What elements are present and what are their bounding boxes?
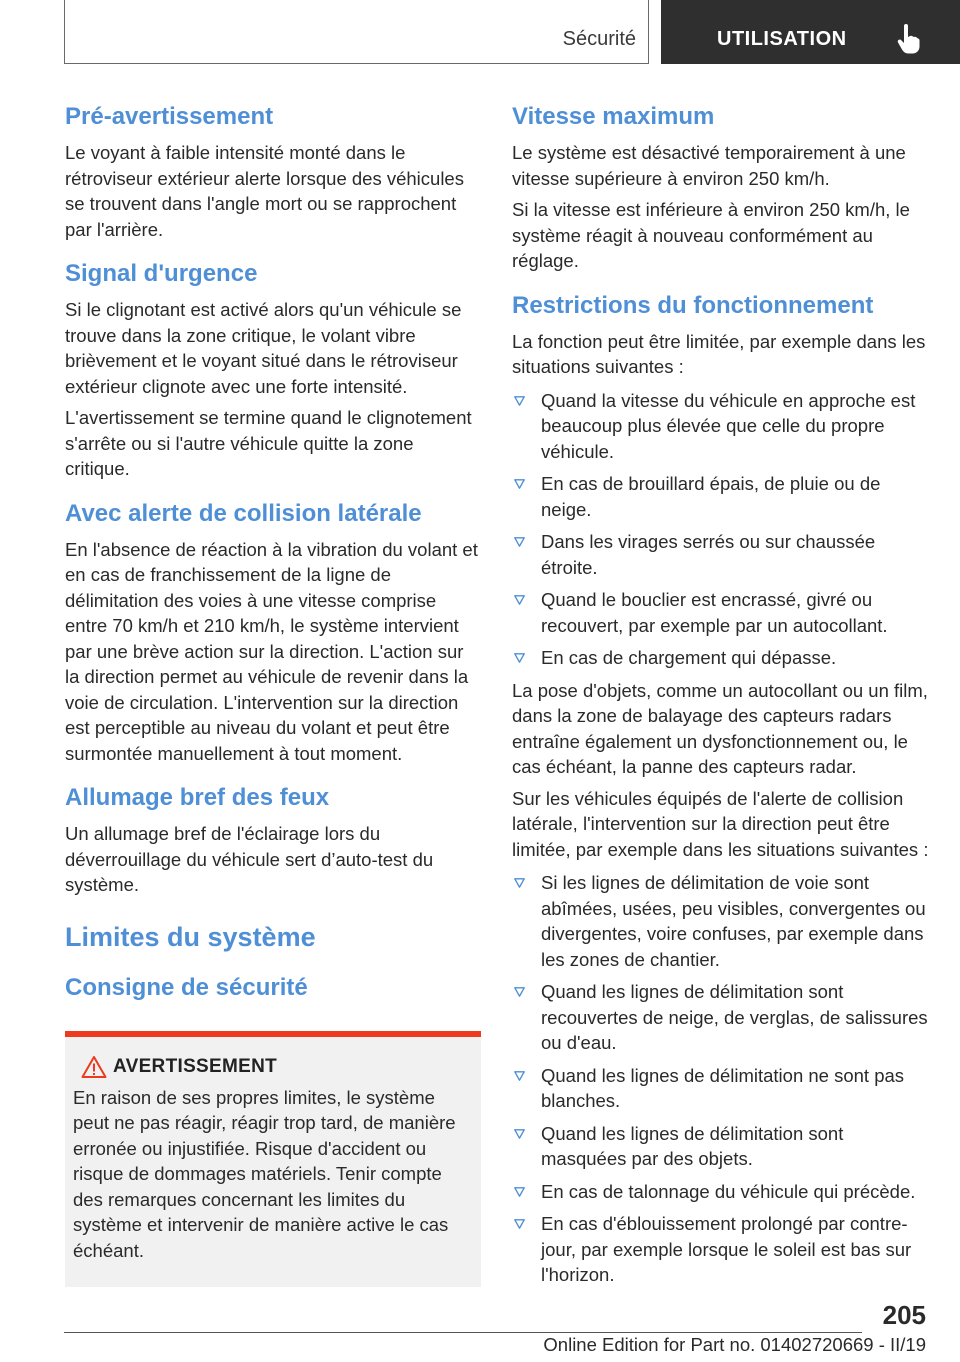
- radar-stickers-text: La pose d'objets, comme un autocollant ou un film, dans la zone de balayage des capteurs radars entraîne également un dysfonctionnement ou, le cas échéant, la panne des capteurs radar.: [512, 679, 928, 777]
- triangle-bullet-icon: [514, 878, 525, 888]
- heading-emergency-signal: Signal d'urgence: [65, 260, 258, 287]
- pre-warning-text: Le voyant à faible intensité monté dans le rétroviseur extérieur alerte lorsque des véhicules se trouvent dans l'angle mort ou se rapprochent par l'arrière.: [65, 142, 464, 240]
- footer-divider: [64, 1332, 862, 1333]
- heading-pre-warning: Pré-avertissement: [65, 103, 274, 130]
- max-speed-text-2: Si la vitesse est inférieure à environ 250 km/h, le système réagit à nouveau conformément au réglage.: [512, 199, 910, 271]
- chapter-label: UTILISATION: [717, 28, 847, 50]
- triangle-bullet-icon: [514, 479, 525, 489]
- section-label: Sécurité: [562, 28, 636, 50]
- restrictions-list: [512, 388, 930, 671]
- triangle-bullet-icon: [514, 1187, 525, 1197]
- pointing-hand-icon: [895, 24, 923, 54]
- warning-triangle-icon: [81, 1055, 107, 1079]
- side-collision-limits-text: Sur les véhicules équipés de l'alerte de collision latérale, l'intervention sur la direction peut être limitée, par exemple dans les situations suivantes :: [512, 787, 929, 860]
- heading-safety-notice: Consigne de sécurité: [65, 973, 308, 1001]
- page-number: 205: [882, 1300, 926, 1330]
- heading-side-collision: Avec alerte de collision latérale: [65, 499, 422, 527]
- list-item: Quand les lignes de délimitation sont recouvertes de neige, de verglas, de salissures ou d'eau.: [512, 979, 930, 1056]
- triangle-bullet-icon: [514, 653, 525, 663]
- triangle-bullet-icon: [514, 1129, 525, 1139]
- warning-text: En raison de ses propres limites, le système peut ne pas réagir, réagir trop tard, de manière erronée ou injustifiée. Risque d'accident ou risque de dommages matériels. Tenir compte des remarques concernant les limites du système et intervenir de manière active le cas échéant.: [73, 1086, 456, 1261]
- section-tab: [64, 0, 649, 64]
- list-item: Quand le bouclier est encrassé, givré ou recouvert, par exemple par un autocollant.: [512, 587, 930, 638]
- chapter-tab: [661, 0, 960, 64]
- max-speed-text-1: Le système est désactivé temporairement à une vitesse supérieure à environ 250 km/h.: [512, 142, 906, 189]
- triangle-bullet-icon: [514, 1219, 525, 1229]
- emergency-text-2: L'avertissement se termine quand le clignotement s'arrête ou si l'autre véhicule quitte la zone critique.: [65, 407, 472, 479]
- list-item: En cas de talonnage du véhicule qui précède.: [512, 1179, 930, 1205]
- triangle-bullet-icon: [514, 595, 525, 605]
- list-item: En cas de chargement qui dépasse.: [512, 645, 930, 671]
- warning-box: [65, 1031, 481, 1288]
- left-column: [65, 100, 481, 1287]
- list-item: En cas d'éblouissement prolongé par contre-jour, par exemple lorsque le soleil est bas sur l'horizon.: [512, 1211, 930, 1288]
- list-item: Quand les lignes de délimitation ne sont pas blanches.: [512, 1063, 930, 1114]
- heading-system-limits: Limites du système: [65, 921, 316, 952]
- restrictions-intro: La fonction peut être limitée, par exemple dans les situations suivantes :: [512, 330, 926, 377]
- list-item: Quand la vitesse du véhicule en approche est beaucoup plus élevée que celle du propre véhicule.: [512, 388, 930, 465]
- triangle-bullet-icon: [514, 1071, 525, 1081]
- warning-title: AVERTISSEMENT: [113, 1055, 278, 1077]
- warning-header: [73, 1055, 473, 1085]
- emergency-text-1: Si le clignotant est activé alors qu'un véhicule se trouve dans la zone critique, le volant vibre brièvement et le voyant situé dans le rétroviseur extérieur clignote avec une forte intensité.: [65, 299, 462, 397]
- side-collision-text: En l'absence de réaction à la vibration du volant et en cas de franchissement de la ligne de délimitation des voies à une vitesse comprise entre 70 km/h et 210 km/h, le système intervient par une brève action sur la direction. L'action sur la direction permet au véhicule de revenir dans la voie de circulation. L'intervention sur la direction est perceptible au niveau du volant et peut être surmontée manuellement à tout moment.: [65, 538, 478, 764]
- page-header: [0, 0, 960, 66]
- list-item: Dans les virages serrés ou sur chaussée étroite.: [512, 529, 930, 580]
- light-flash-text: Un allumage bref de l'éclairage lors du déverrouillage du véhicule sert d’auto-test du système.: [65, 823, 434, 895]
- heading-max-speed: Vitesse maximum: [512, 103, 715, 130]
- page-footer: [0, 1290, 960, 1362]
- edition-text: Online Edition for Part no. 01402720669 - II/19: [543, 1334, 926, 1355]
- list-item: Si les lignes de délimitation de voie sont abîmées, usées, peu visibles, convergentes ou divergentes, voire confuses, par exemple dans les zones de chantier.: [512, 870, 930, 972]
- heading-restrictions: Restrictions du fonctionnement: [512, 291, 874, 319]
- list-item: En cas de brouillard épais, de pluie ou de neige.: [512, 471, 930, 522]
- triangle-bullet-icon: [514, 987, 525, 997]
- triangle-bullet-icon: [514, 537, 525, 547]
- list-item: Quand les lignes de délimitation sont masquées par des objets.: [512, 1121, 930, 1172]
- right-column: [512, 100, 930, 1295]
- heading-light-flash: Allumage bref des feux: [65, 784, 330, 811]
- lane-limits-list: [512, 870, 930, 1288]
- triangle-bullet-icon: [514, 396, 525, 406]
